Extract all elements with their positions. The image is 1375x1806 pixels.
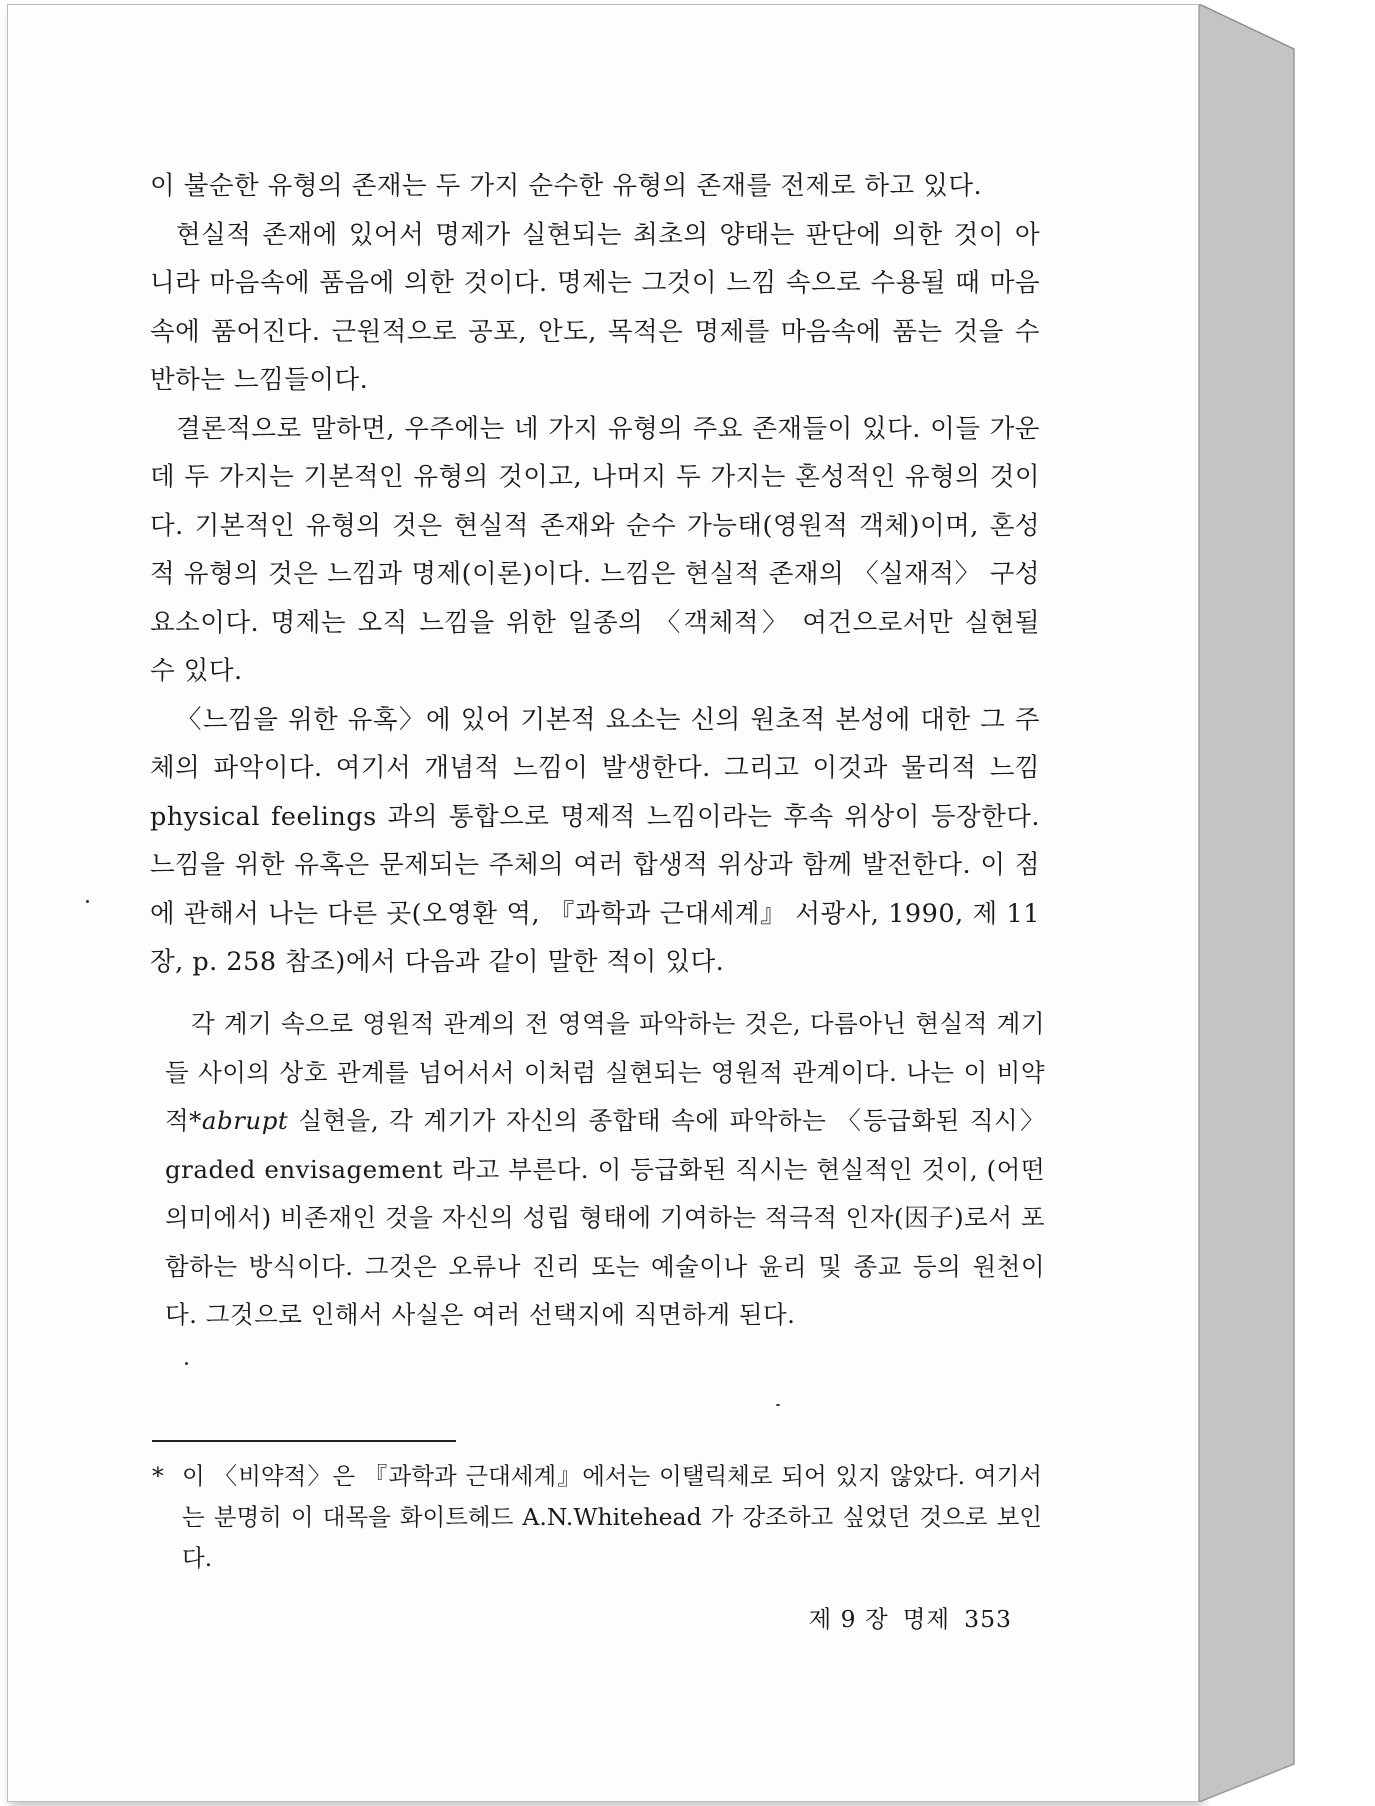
emphasized-term: 비약적 [165, 1057, 1045, 1135]
footnote-ref: * [189, 1106, 202, 1135]
paragraph-4: 〈느낌을 위한 유혹〉에 있어 기본적 요소는 신의 원초적 본성에 대한 그 주체의 파악이다. 여기서 개념적 느낌이 발생한다. 그리고 이것과 물리적 느낌 physical feelings 과의 통합으로 명제적 느낌이라는 후속 위상이 등장한다. 느낌을 위한 유혹은 문제되는 주체의 여러 합생적 위상과 함께 발전한다. 이 점에 관해서 나는 다른 곳(오영환 역, 『과학과 근대세계』 서광사, 1990, 제 11 장, p. 258 참조)에서 다음과 같이 말한 적이 있다. [150, 704, 1040, 977]
scan-speck [776, 1404, 780, 1406]
paragraph-2: 현실적 존재에 있어서 명제가 실현되는 최초의 양태는 판단에 의한 것이 아니라 마음속에 품음에 의한 것이다. 명제는 그것이 느낌 속으로 수용될 때 마음속에 품어진다. 근원적으로 공포, 안도, 목적은 명제를 마음속에 품는 것을 수반하는 느낌들이다. [150, 219, 1040, 395]
book-edge [1199, 4, 1299, 1802]
italic-term: abrupt [201, 1106, 289, 1135]
main-text [150, 162, 1040, 987]
footnote-divider [152, 1440, 456, 1442]
page-number: 353 [964, 1605, 1012, 1633]
quote-paragraph [165, 1000, 1045, 1340]
footnote-marker: * [152, 1462, 164, 1490]
block-quote [165, 1000, 1045, 1340]
footnote [152, 1456, 1042, 1579]
running-footer [794, 1600, 1012, 1634]
paragraph-1: 이 불순한 유형의 존재는 두 가지 순수한 유형의 존재를 전제로 하고 있다. [150, 171, 983, 201]
footer-title: 명제 [902, 1605, 951, 1633]
paragraph-3: 결론적으로 말하면, 우주에는 네 가지 유형의 주요 존재들이 있다. 이들 가운데 두 가지는 기본적인 유형의 것이고, 나머지 두 가지는 혼성적인 유형의 것이다. 기본적인 유형의 것은 현실적 존재와 순수 가능태(영원적 객체)이며, 혼성적 유형의 것은 느낌과 명제(이론)이다. 느낌은 현실적 존재의 〈실재적〉 구성 요소이다. 명제는 오직 느낌을 위한 일종의 〈객체적〉 여건으로서만 실현될 수 있다. [150, 413, 1040, 686]
quote-text-1: 각 계기 속으로 영원적 관계의 전 영역을 파악하는 것은, 다름아닌 현실적 계기들 사이의 상호 관계를 넘어서서 이처럼 실현되는 영원적 관계이다. 나는 이 [165, 1009, 1045, 1087]
footer-chapter: 제 9 장 [808, 1605, 889, 1633]
scan-speck [86, 900, 89, 903]
quote-text-2: 실현을, 각 계기가 자신의 종합태 속에 파악하는 〈등급화된 직시〉 graded envisagement 라고 부른다. 이 등급화된 직시는 현실적인 것이, (어떤 의미에서) 비존재인 것을 자신의 성립 형태에 기여하는 적극적 인자(因子)로서 포함하는 방식이다. 그것은 오류나 진리 또는 예술이나 윤리 및 종교 등의 원천이다. 그것으로 인해서 사실은 여러 선택지에 직면하게 된다. [165, 1106, 1045, 1329]
scan-speck [185, 1362, 188, 1365]
footnote-text: 이 〈비약적〉은 『과학과 근대세계』에서는 이탤릭체로 되어 있지 않았다. 여기서는 분명히 이 대목을 화이트헤드 A.N.Whitehead 가 강조하고 싶었던 것으로 보인다. [182, 1462, 1042, 1572]
